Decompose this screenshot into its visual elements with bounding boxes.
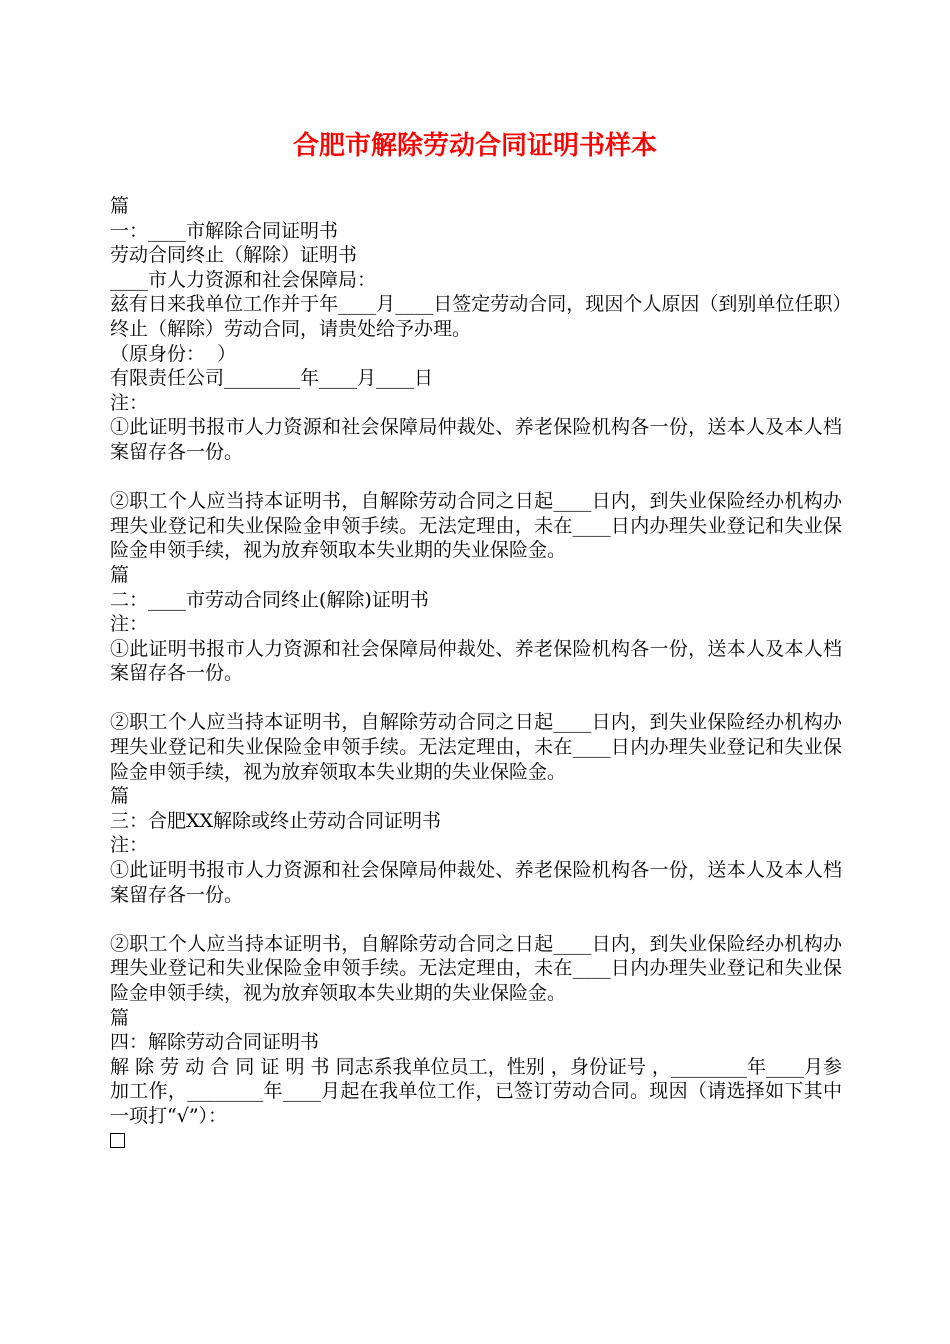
certificate-paragraph: 兹有日来我单位工作并于年____月____日签定劳动合同，现因个人原因（到别单位任职）终止（解除）劳动合同，请贵处给予办理。 [110, 293, 842, 340]
certificate-title: 劳动合同终止（解除）证明书 [110, 244, 358, 267]
note-item-1: ①此证明书报市人力资源和社会保障局仲裁处、养老保险机构各一份，送本人及本人档案留存各一份。 [110, 859, 842, 906]
section-marker: 篇 [110, 1006, 130, 1029]
note-item-1: ①此证明书报市人力资源和社会保障局仲裁处、养老保险机构各一份，送本人及本人档案留存各一份。 [110, 637, 842, 685]
document-title: 合肥市解除劳动合同证明书样本 [292, 131, 657, 161]
certificate-paragraph: 解 除 劳 动 合 同 证 明 书 同志系我单位员工，性别 ，身份证号 ，________年____月参加工作，________年____月起在我单位工作，已签订劳动合同。现因（请选择如下其中一项打“√”）： [110, 1055, 842, 1127]
section-marker: 篇 [110, 563, 130, 586]
document-body [110, 194, 842, 1154]
note-item-1: ①此证明书报市人力资源和社会保障局仲裁处、养老保险机构各一份，送本人及本人档案留存各一份。 [110, 416, 842, 463]
note-item-2: ②职工个人应当持本证明书，自解除劳动合同之日起____日内，到失业保险经办机构办理失业登记和失业保险金申领手续。无法定理由，未在____日内办理失业登记和失业保险金申领手续，视为放弃领取本失业期的失业保险金。 [110, 711, 842, 783]
note-label: 注： [110, 613, 149, 636]
section-marker: 篇 [110, 195, 130, 217]
company-date-line: 有限责任公司________年____月____日 [110, 367, 434, 390]
original-status: （原身份： ） [110, 342, 237, 365]
section-marker: 篇 [110, 785, 130, 808]
section-heading: 三：合肥XX解除或终止劳动合同证明书 [110, 809, 442, 832]
option-checkbox[interactable] [110, 1133, 125, 1148]
note-item-2: ②职工个人应当持本证明书，自解除劳动合同之日起____日内，到失业保险经办机构办理失业登记和失业保险金申领手续。无法定理由，未在____日内办理失业登记和失业保险金申领手续，视为放弃领取本失业期的失业保险金。 [110, 932, 842, 1004]
note-label: 注： [110, 834, 149, 857]
section-heading: 二：____市劳动合同终止(解除)证明书 [110, 588, 429, 611]
blank-line [110, 465, 842, 490]
note-item-2: ②职工个人应当持本证明书，自解除劳动合同之日起____日内，到失业保险经办机构办理失业登记和失业保险金申领手续。无法定理由，未在____日内办理失业登记和失业保险金申领手续，视为放弃领取本失业期的失业保险金。 [110, 490, 842, 562]
section-heading: 四：解除劳动合同证明书 [110, 1031, 320, 1054]
note-label: 注： [110, 391, 149, 414]
blank-line [110, 907, 842, 932]
section-heading: 一：____市解除合同证明书 [110, 219, 339, 242]
addressee: ____市人力资源和社会保障局： [110, 268, 377, 291]
blank-line [110, 686, 842, 711]
